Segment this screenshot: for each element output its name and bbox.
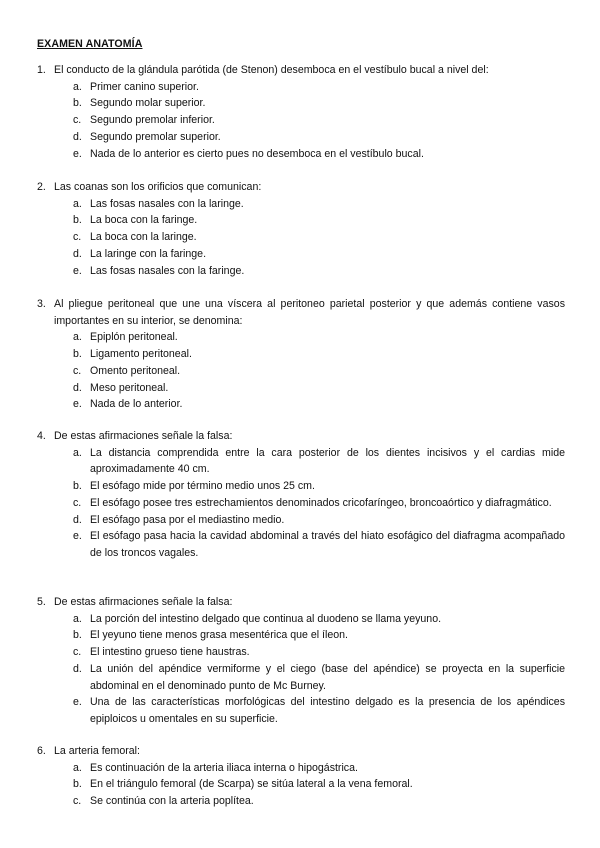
option-letter: c. [73,114,82,127]
option-letter: c. [73,646,82,659]
question-text: Las coanas son los orificios que comunican: [54,181,262,193]
option-item [37,661,565,694]
option-item [37,760,565,777]
option-letter: b. [73,778,82,791]
option-text: Nada de lo anterior. [90,398,183,411]
option-item [37,644,565,661]
option-text: Primer canino superior. [90,80,199,93]
options-list [37,196,565,280]
question-text: De estas afirmaciones señale la falsa: [54,430,233,442]
option-text: La porción del intestino delgado que continua al duodeno se llama yeyuno. [90,612,442,625]
option-item [37,512,565,529]
option-item [37,263,565,280]
option-letter: a. [73,761,82,774]
question-2 [37,179,565,279]
option-letter: a. [73,80,82,93]
option-letter: a. [73,331,82,344]
option-text: Se continúa con la arteria poplítea. [90,795,254,808]
option-item [37,346,565,363]
option-letter: a. [73,197,82,210]
option-letter: e. [73,398,82,411]
option-letter: c. [73,496,82,509]
options-list [37,445,565,562]
option-text: Nada de lo anterior es cierto pues no desemboca en el vestíbulo bucal. [90,147,424,160]
option-letter: e. [73,530,82,543]
option-item [37,196,565,213]
option-item [37,246,565,263]
option-item [37,212,565,229]
option-letter: b. [73,97,82,110]
question-4 [37,428,565,562]
option-text: Ligamento peritoneal. [90,348,192,361]
option-letter: d. [73,381,82,394]
option-item [37,146,565,163]
question-3 [37,296,565,413]
option-text: Una de las características morfológicas del intestino delgado es la presencia de los apéndices epiploicos u omentales en su superficie. [90,696,565,725]
option-item [37,495,565,512]
option-text: La distancia comprendida entre la cara posterior de los dientes incisivos y el cardias mide aproximadamente 40 cm. [90,446,565,476]
option-letter: d. [73,662,82,675]
option-text: En el triángulo femoral (de Scarpa) se sitúa lateral a la vena femoral. [90,778,413,791]
option-text: La unión del apéndice vermiforme y el ciego (base del apéndice) se proyecta en la superficie abdominal en el denominado punto de Mc Burney. [90,662,565,692]
option-letter: d. [73,130,82,143]
option-item [37,112,565,129]
option-text: El esófago posee tres estrechamientos denominados cricofaríngeo, broncoaórtico y diafragmático. [90,496,552,509]
option-text: La laringe con la faringe. [90,247,207,260]
option-text: Omento peritoneal. [90,364,181,377]
option-letter: b. [73,480,82,493]
option-letter: e. [73,696,82,709]
question-number: 1. [37,64,46,76]
option-text: Epiplón peritoneal. [90,331,178,344]
option-text: El intestino grueso tiene haustras. [90,646,250,659]
option-item [37,528,565,561]
option-item [37,380,565,397]
question-6 [37,743,565,810]
question-number: 2. [37,181,46,193]
option-letter: e. [73,147,82,160]
option-letter: a. [73,612,82,625]
option-text: El esófago pasa por el mediastino medio. [90,513,285,526]
question-5 [37,594,565,728]
option-text: La boca con la laringe. [90,231,197,244]
option-item [37,363,565,380]
option-letter: a. [73,446,82,459]
option-item [37,694,565,727]
option-text: Las fosas nasales con la faringe. [90,264,245,277]
option-item [37,229,565,246]
question-text: De estas afirmaciones señale la falsa: [54,596,233,608]
option-letter: d. [73,513,82,526]
option-text: Las fosas nasales con la laringe. [90,197,244,210]
exam-title: EXAMEN ANATOMÍA [37,38,143,50]
option-item [37,396,565,413]
option-text: Segundo molar superior. [90,97,206,110]
option-item [37,478,565,495]
option-item [37,445,565,478]
option-letter: c. [73,795,82,808]
option-letter: b. [73,214,82,227]
option-letter: d. [73,247,82,260]
question-number: 6. [37,745,46,757]
option-text: Meso peritoneal. [90,381,169,394]
option-letter: b. [73,348,82,361]
question-number: 3. [37,298,46,310]
options-list [37,611,565,728]
options-list [37,760,565,810]
option-text: Segundo premolar inferior. [90,114,215,127]
option-item [37,129,565,146]
option-text: El esófago pasa hacia la cavidad abdominal a través del hiato esofágico del diafragma acompañado de los troncos vagales. [90,530,565,559]
options-list [37,329,565,413]
option-item [37,611,565,628]
question-text: El conducto de la glándula parótida (de Stenon) desemboca en el vestíbulo bucal a nivel del: [54,64,489,76]
option-item [37,95,565,112]
option-item [37,776,565,793]
options-list [37,79,565,163]
option-item [37,329,565,346]
option-letter: e. [73,264,82,277]
question-number: 5. [37,596,46,608]
option-letter: c. [73,231,82,244]
option-text: La boca con la faringe. [90,214,198,227]
option-text: Es continuación de la arteria iliaca interna o hipogástrica. [90,761,358,774]
question-text: Al pliegue peritoneal que une una víscera al peritoneo parietal posterior y que además contiene vasos importantes en su interior, se denomina: [54,298,565,327]
question-number: 4. [37,430,46,442]
question-1 [37,62,565,162]
option-item [37,79,565,96]
option-item [37,793,565,810]
option-text: Segundo premolar superior. [90,130,221,143]
option-letter: c. [73,364,82,377]
option-letter: b. [73,629,82,642]
option-text: El esófago mide por término medio unos 25 cm. [90,480,315,493]
question-text: La arteria femoral: [54,745,140,757]
option-text: El yeyuno tiene menos grasa mesentérica que el íleon. [90,629,348,642]
option-item [37,627,565,644]
